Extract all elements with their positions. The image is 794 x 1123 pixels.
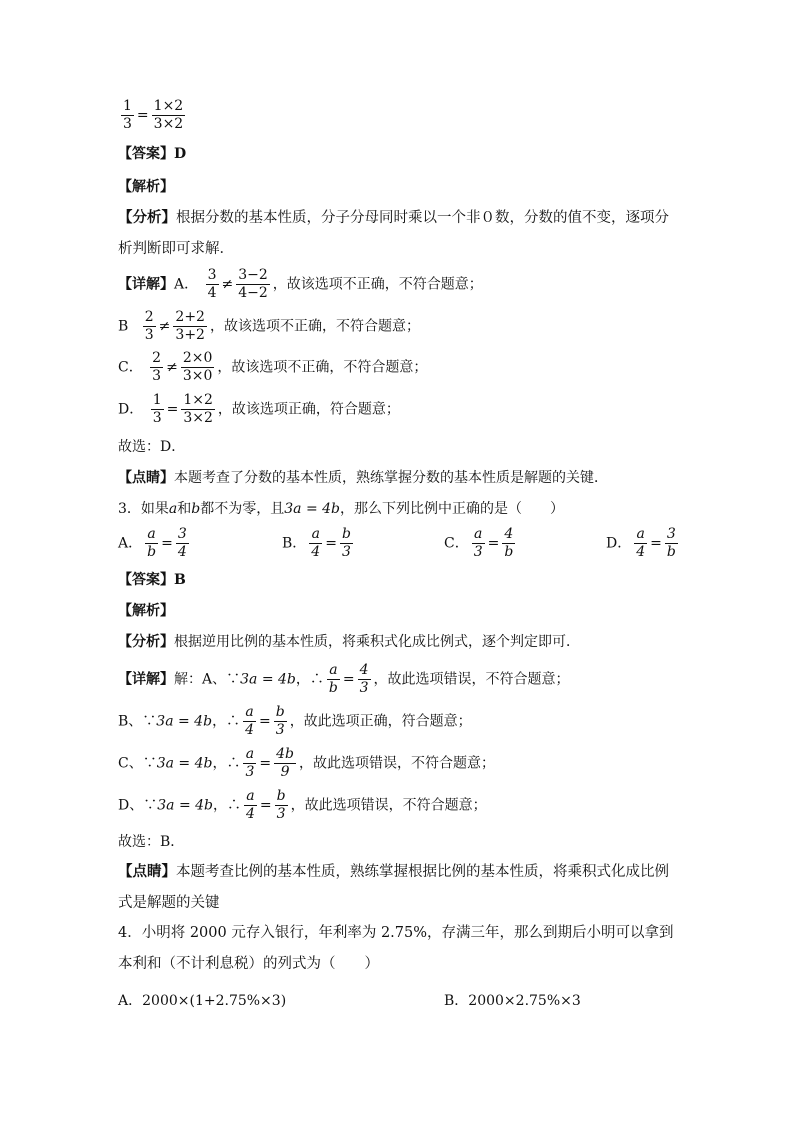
- q3-row-b: B、∵3a = 4b，∴ $\frac{a}{4}$ = $\frac{b}{3}$ ，故此选项正确，符合题意；: [118, 704, 472, 738]
- q2-xiangjie-row-a: 【详解】A． $\frac{3}{4}$ ≠ $\frac{3-2}{4-2}$ ，故该选项不正确，不符合题意；: [118, 267, 483, 301]
- top-fraction-line: [118, 98, 188, 133]
- q2-analysis-title: 【解析】: [118, 179, 174, 195]
- q3-option-a: A． $\frac{a}{b}$ = $\frac{3}{4}$: [118, 526, 187, 560]
- q2-dianjing: 【点睛】本题考查了分数的基本性质，熟练掌握分数的基本性质是解题的关键．: [118, 470, 608, 486]
- fraction: $\frac{1}{3}$: [123, 98, 132, 132]
- q4-stem: 4．小明将 2000 元存入银行，年利率为 2.75%，存满三年，那么到期后小明可以拿到本利和（不计利息税）的列式为（ ）: [118, 925, 674, 972]
- q2-row-b: B $\frac{2}{3}$ ≠ $\frac{2+2}{3+2}$ ，故该选项不正确，不符合题意；: [118, 309, 420, 343]
- q3-option-b: B． $\frac{a}{4}$ = $\frac{b}{3}$: [282, 526, 351, 560]
- q3-dianjing: 【点睛】本题考查比例的基本性质，熟练掌握根据比例的基本性质，将乘积式化成比例式是解题的关键: [118, 863, 669, 911]
- q4-option-b: B．2000×2.75%×3: [444, 993, 581, 1009]
- q3-option-c: C． $\frac{a}{3}$ = $\frac{4}{b}$: [444, 526, 514, 560]
- q2-row-c: C． $\frac{2}{3}$ ≠ $\frac{2\times 0}{3\times 0}$ ，故该选项不正确，不符合题意；: [118, 350, 428, 384]
- q3-analysis-title: 【解析】: [118, 603, 174, 619]
- q3-stem: 3．如果a和b都不为零，且3a = 4b，那么下列比例中正确的是（ ）: [118, 501, 565, 517]
- q3-row-c: C、∵3a = 4b，∴ $\frac{a}{3}$ = $\frac{4b}{9}$ ，故此选项错误，不符合题意；: [118, 746, 496, 780]
- q4-option-a: A．2000×(1+2.75%×3): [118, 993, 287, 1009]
- q3-option-d: D． $\frac{a}{4}$ = $\frac{3}{b}$: [606, 526, 676, 560]
- equals-sign: =: [136, 107, 149, 124]
- q3-fenxi: 【分析】根据逆用比例的基本性质，将乘积式化成比例式，逐个判定即可．: [118, 634, 580, 650]
- q2-fenxi: 【分析】根据分数的基本性质，分子分母同时乘以一个非０数，分数的值不变，逐项分析判断即可求解．: [118, 209, 669, 257]
- q3-answer: 【答案】B: [118, 572, 186, 588]
- q3-row-d: D、∵3a = 4b，∴ $\frac{a}{4}$ = $\frac{b}{3}$ ，故此选项错误，不符合题意；: [118, 788, 487, 822]
- q3-guxuan: 故选：B．: [118, 834, 185, 850]
- q2-guxuan: 故选：D．: [118, 439, 186, 455]
- fraction: $\frac{1\times 2}{3\times 2}$: [153, 98, 184, 132]
- q3-row-a: 【详解】解：A、∵3a = 4b，∴ $\frac{a}{b}$ = $\frac{4}{3}$ ，故此选项错误，不符合题意；: [118, 662, 570, 696]
- q2-row-d: D． $\frac{1}{3}$ = $\frac{1\times 2}{3\times 2}$ ，故该选项正确，符合题意；: [118, 392, 400, 426]
- q2-answer: 【答案】D: [118, 146, 187, 162]
